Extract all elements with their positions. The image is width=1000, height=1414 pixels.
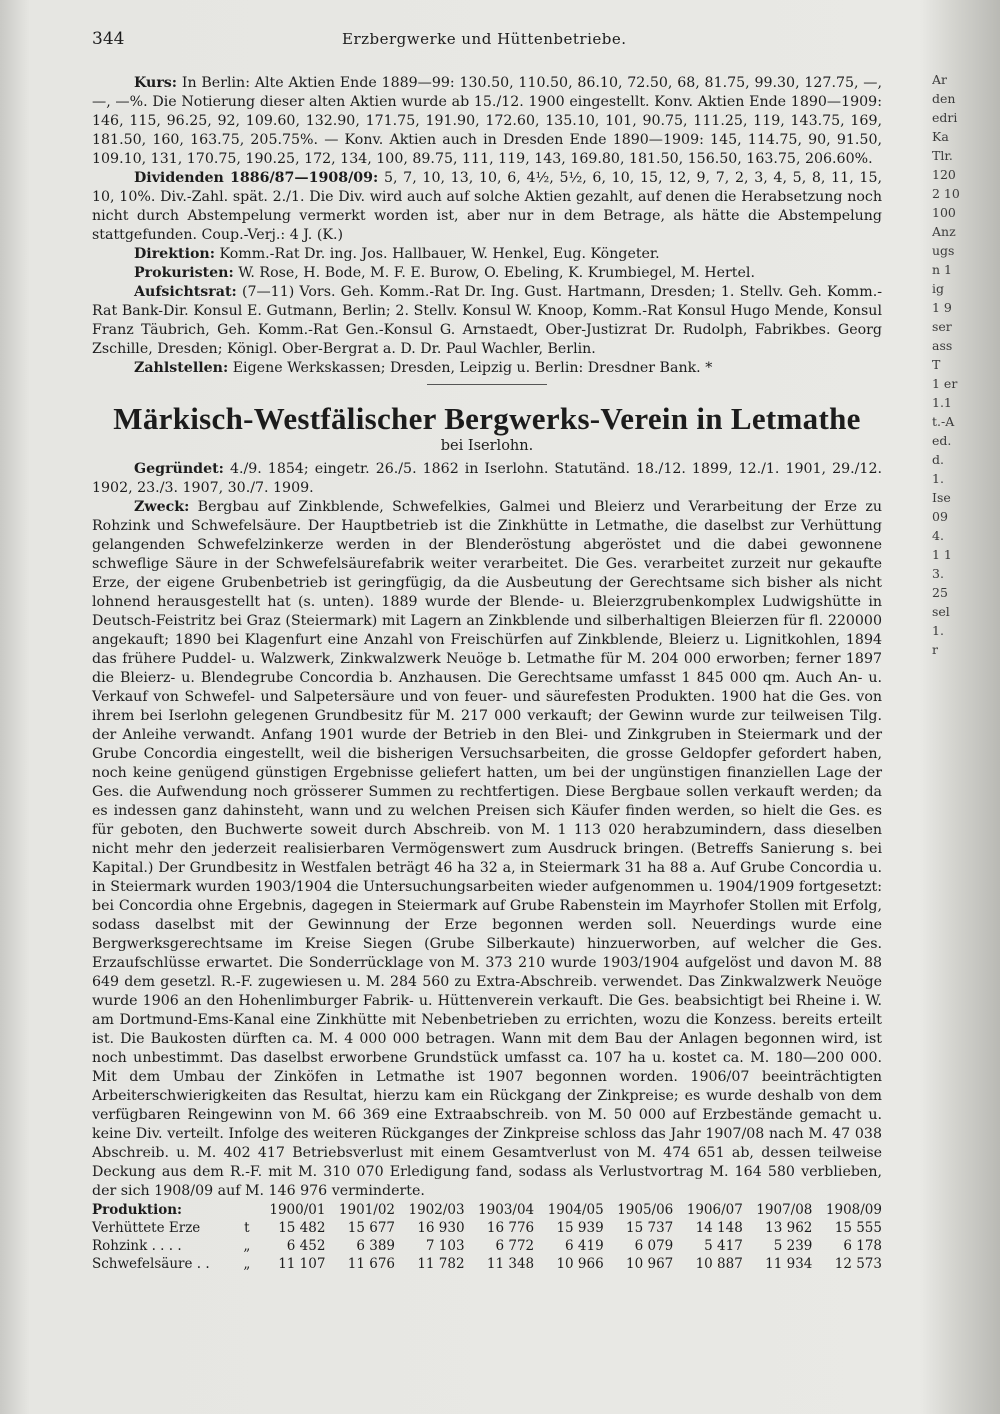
dividenden-text: 5, 7, 10, 13, 10, 6, 4½, 5½, 6, 10, 15, 12, 9, 7, 2, 3, 4, 5, 8, 11, 15, 10, 10%. Div.-Zahl. spät. 2./1. Die Div. wird auch auf solche Aktien gezahlt, auf denen die Herabsetzung noch nicht durch Abstempelung vermerkt worden ist, aber nur in dem Betrage, als hätte die Abstempelung stattgefunden. Coup.-Verj.: 4 J. (K.) bbox=[92, 170, 882, 243]
fragment-text: ugs bbox=[932, 243, 955, 258]
value-cell: 14 148 bbox=[695, 1220, 743, 1236]
value-cell: 15 677 bbox=[347, 1220, 396, 1236]
value-cell: 5 239 bbox=[773, 1238, 813, 1254]
fragment-text: t.-A bbox=[932, 414, 955, 429]
value-cell: 10 967 bbox=[626, 1256, 674, 1272]
row-unit: „ bbox=[243, 1256, 251, 1272]
fragment-text: 3. bbox=[932, 566, 944, 581]
value-cell: 11 107 bbox=[278, 1256, 326, 1272]
value-cell: 6 389 bbox=[356, 1238, 396, 1254]
fragment-text: 120 bbox=[932, 167, 956, 182]
direktion-label: Direktion: bbox=[134, 246, 215, 262]
fragment-text: 1.1 bbox=[932, 395, 952, 410]
year-cell: 1900/01 bbox=[269, 1202, 326, 1218]
value-cell: 11 782 bbox=[417, 1256, 465, 1272]
value-cell: 11 348 bbox=[486, 1256, 535, 1272]
running-title: Erzbergwerke und Hüttenbetriebe. bbox=[342, 30, 627, 48]
fragment-text: T bbox=[932, 357, 941, 372]
fragment-text: 09 bbox=[932, 509, 948, 524]
value-cell: 15 737 bbox=[626, 1220, 674, 1236]
produktion-label bbox=[92, 1201, 256, 1219]
value-cell: 6 178 bbox=[843, 1238, 882, 1254]
page-header bbox=[92, 30, 882, 56]
fragment-text: 25 bbox=[932, 585, 948, 600]
value-cell: 6 079 bbox=[634, 1238, 674, 1254]
fragment-text: ser bbox=[932, 319, 952, 334]
fragment-text: 1. bbox=[932, 471, 944, 486]
fragment-text: den bbox=[932, 91, 956, 106]
gegruendet-label: Gegründet: bbox=[134, 461, 224, 477]
aufsichtsrat-label: Aufsichtsrat: bbox=[134, 284, 237, 300]
fragment-text: 1 1 bbox=[932, 547, 952, 562]
year-cell: 1902/03 bbox=[408, 1202, 465, 1218]
year-cell: 1901/02 bbox=[338, 1202, 396, 1218]
fragment-text: 4. bbox=[932, 528, 944, 543]
row-unit: t bbox=[244, 1220, 250, 1236]
fragment-text: ed. bbox=[932, 433, 952, 448]
fragment-text: Anz bbox=[932, 224, 956, 239]
dividenden-paragraph bbox=[92, 169, 882, 245]
prokuristen-label: Prokuristen: bbox=[134, 265, 234, 281]
value-cell: 6 452 bbox=[286, 1238, 326, 1254]
direktion-text: Komm.-Rat Dr. ing. Jos. Hallbauer, W. Henkel, Eug. Köngeter. bbox=[219, 246, 660, 262]
company-location: bei Iserlohn. bbox=[440, 438, 534, 454]
value-cell: 16 776 bbox=[486, 1220, 535, 1236]
table-row bbox=[92, 1219, 882, 1237]
fragment-text: 1 er bbox=[932, 376, 958, 391]
fragment-text: 1 9 bbox=[932, 300, 952, 315]
value-cell: 11 676 bbox=[347, 1256, 396, 1272]
zweck-paragraph bbox=[92, 498, 882, 1201]
fragment-text: 100 bbox=[932, 205, 956, 220]
produktion-header-row bbox=[92, 1201, 882, 1219]
value-cell: 10 887 bbox=[695, 1256, 743, 1272]
produktion-label-text: Produktion: bbox=[92, 1202, 183, 1218]
fragment-text: n 1 bbox=[932, 262, 952, 277]
value-cell: 15 939 bbox=[556, 1220, 604, 1236]
company-title: Märkisch-Westfälischer Bergwerks-Verein in Letmathe bbox=[113, 401, 861, 436]
value-cell: 13 962 bbox=[765, 1220, 813, 1236]
value-cell: 6 772 bbox=[495, 1238, 535, 1254]
value-cell: 15 482 bbox=[278, 1220, 326, 1236]
fragment-text: Ar bbox=[932, 72, 948, 87]
fragment-text: r bbox=[932, 642, 938, 657]
value-cell: 15 555 bbox=[834, 1220, 882, 1236]
zahlstellen-text: Eigene Werkskassen; Dresden, Leipzig u. Berlin: Dresdner Bank. * bbox=[232, 360, 713, 376]
kurs-text: In Berlin: Alte Aktien Ende 1889—99: 130.50, 110.50, 86.10, 72.50, 68, 81.75, 99.30, 127.75, —, —, —%. Die Notierung dieser alten Aktien wurde ab 15./12. 1900 eingestellt. Konv. Aktien Ende 1890—1909: 146, 115, 96.25, 92, 109.60, 132.90, 171.75, 191.90, 172.60, 135.10, 101, 90.75, 111.25, 119, 143.75, 169, 181.50, 160, 163.75, 205.75%. — Konv. Aktien auch in Dresden Ende 1890—1909: 145, 114.75, 90, 91.50, 109.10, 131, 170.75, 190.25, 172, 134, 100, 89.75, 111, 119, 143, 169.80, 181.50, 156.50, 163.75, 206.60%. bbox=[92, 75, 882, 167]
page-number: 344 bbox=[92, 29, 125, 49]
prokuristen-paragraph bbox=[92, 264, 882, 283]
fragment-text: ig bbox=[932, 281, 944, 296]
zahlstellen-paragraph bbox=[92, 359, 882, 378]
year-cell: 1907/08 bbox=[756, 1202, 813, 1218]
row-label: Schwefelsäure . . bbox=[92, 1256, 210, 1272]
main-column bbox=[92, 30, 882, 1273]
zweck-text: Bergbau auf Zinkblende, Schwefelkies, Galmei und Bleierz und Verarbeitung der Erze zu Rohzink und Schwefelsäure. Der Hauptbetrieb ist die Zinkhütte in Letmathe, die daselbst zur Verhüttung gelangenden Schwefelzinkerze werden in der Blenderöstung abgeröstet und die dabei gewonnene schweflige Säure in der Schwefelsäurefabrik weiter verarbeitet. Die Ges. verarbeitet zurzeit nur gekaufte Erze, der eigene Grubenbetrieb ist geringfügig, da die Ausbeutung der Gerechtsame sich bisher als nicht lohnend herausgestellt hat (s. unten). 1889 wurde der Blende- u. Bleierzgrubenkomplex Ludwigshütte in Deutsch-Feistritz bei Graz (Steiermark) mit Lagern an Zinkblende und silberhaltigen Bleierzen für fl. 220000 angekauft; 1890 bei Klagenfurt eine Anzahl von Freischürfen auf Zinkblende, Bleierz u. Lignitkohlen, 1894 das frühere Puddel- u. Walzwerk, Zinkwalzwerk Neuöge b. Letmathe für M. 204 000 erworben; ferner 1897 die Bleierz- u. Blendegrube Concordia b. Anzhausen. Die Gerechtsame umfasst 1 845 000 qm. Auch An- u. Verkauf von Schwefel- und Salpetersäure und von feuer- und säurefesten Produkten. 1900 hat die Ges. von ihrem bei Iserlohn gelegenen Grundbesitz für M. 217 000 verkauft; der Gewinn wurde zur teilweisen Tilg. der Anleihe verwandt. Anfang 1901 wurde der Betrieb in den Blei- und Zinkgruben in Steiermark und der Grube Concordia eingestellt, weil die bisherigen Versuchsarbeiten, die grosse Geldopfer gefordert haben, noch keine genügend günstigen Ergebnisse geliefert hatten, um bei der ungünstigen finanziellen Lage der Ges. die Aufwendung noch grösserer Summen zu rechtfertigen. Diese Bergbaue sollen verkauft werden; da es indessen ganz dahinsteht, wann und zu welchen Preisen sich Käufer finden werden, so hielt die Ges. es für geboten, den Buchwerte soweit durch Abschreib. von M. 1 113 020 herabzumindern, dass dieselben nicht mehr den jederzeit realisierbaren Vermögenswert zum Ausdruck bringen. (Betreffs Sanierung s. bei Kapital.) Der Grundbesitz in Westfalen beträgt 46 ha 32 a, in Steiermark 31 ha 88 a. Auf Grube Concordia u. in Steiermark wurden 1903/1904 die Untersuchungsarbeiten wieder aufgenommen u. 1904/1909 fortgesetzt: bei Concordia ohne Ergebnis, dagegen in Steiermark auf Grube Rabenstein im Mayrhofer Stollen mit Erfolg, sodass daselbst mit der Gewinnung der Erze begonnen werden soll. Neuerdings wurde eine Bergwerksgerechtsame im Kreise Siegen (Grube Silberkaute) hinzuerworben, auf welcher die Ges. Erzaufschlüsse erwartet. Die Sonderrücklage von M. 373 210 wurde 1903/1904 aufgelöst und davon M. 88 649 dem gesetzl. R.-F. zugewiesen u. M. 284 560 zu Extra-Abschreib. verwendet. Das Zinkwalzwerk Neuöge wurde 1906 an den Hohenlimburger Fabrik- u. Hüttenverein verkauft. Die Ges. beabsichtigt bei Rheine i. W. am Dortmund-Ems-Kanal eine Zinkhütte mit Nebenbetrieben zu errichten, wozu die Konzess. bereits erteilt ist. Die Baukosten dürften ca. M. 4 000 000 betragen. Wann mit dem Bau der Anlagen begonnen wird, ist noch unbestimmt. Das daselbst erworbene Grundstück umfasst ca. 107 ha u. kostet ca. M. 180—200 000. Mit dem Umbau der Zinköfen in Letmathe ist 1907 begonnen worden. 1906/07 beeinträchtigten Arbeiterschwierigkeiten das Resultat, hierzu kam ein Rückgang der Zinkpreise; es wurde deshalb von dem verfügbaren Reingewinn von M. 66 369 eine Extraabschreib. von M. 50 000 auf Erzbestände gemacht u. keine Div. verteilt. Infolge des weiteren Rückganges der Zinkpreise schloss das Jahr 1907/08 nach M. 47 038 Abschreib. u. M. 402 417 Betriebsverlust mit einem Gesamtverlust von M. 474 651 ab, dessen teilweise Deckung aus dem R.-F. mit M. 310 070 Erledigung fand, sodass als Verlustvortrag M. 164 580 verblieben, der sich 1908/09 auf M. 146 976 verminderte. bbox=[92, 499, 882, 1199]
adjacent-page-fragments bbox=[932, 70, 1000, 659]
value-cell: 11 934 bbox=[765, 1256, 813, 1272]
year-cell: 1903/04 bbox=[478, 1202, 535, 1218]
zweck-label: Zweck: bbox=[134, 499, 190, 515]
year-cell: 1904/05 bbox=[547, 1202, 604, 1218]
value-cell: 7 103 bbox=[425, 1238, 465, 1254]
fragment-text: edri bbox=[932, 110, 958, 125]
fragment-text: Ise bbox=[932, 490, 951, 505]
fragment-text: sel bbox=[932, 604, 950, 619]
aufsichtsrat-text: (7—11) Vors. Geh. Komm.-Rat Dr. Ing. Gust. Hartmann, Dresden; 1. Stellv. Geh. Komm.-Rat Bank-Dir. Konsul E. Gutmann, Berlin; 2. Stellv. Konsul W. Knoop, Komm.-Rat Konsul Hugo Mende, Konsul Franz Täubrich, Geh. Komm.-Rat Gen.-Konsul G. Arnstaedt, Ober-Justizrat Dr. Rudolph, Fabrikbes. Georg Zschille, Dresden; Königl. Ober-Bergrat a. D. Dr. Paul Wachler, Berlin. bbox=[92, 284, 882, 357]
section-divider bbox=[427, 384, 547, 385]
gegruendet-paragraph bbox=[92, 460, 882, 498]
value-cell: 12 573 bbox=[834, 1256, 882, 1272]
row-label: Verhüttete Erze bbox=[92, 1220, 201, 1236]
table-row bbox=[92, 1255, 882, 1273]
row-label: Rohzink . . . . bbox=[92, 1238, 182, 1254]
fragment-text: d. bbox=[932, 452, 944, 467]
produktion-table bbox=[92, 1201, 882, 1273]
value-cell: 10 966 bbox=[556, 1256, 604, 1272]
fragment-text: 1. bbox=[932, 623, 944, 638]
aufsichtsrat-paragraph bbox=[92, 283, 882, 359]
fragment-text: 2 10 bbox=[932, 186, 960, 201]
prokuristen-text: W. Rose, H. Bode, M. F. E. Burow, O. Ebeling, K. Krumbiegel, M. Hertel. bbox=[238, 265, 755, 281]
year-cell: 1906/07 bbox=[686, 1202, 743, 1218]
dividenden-label: Dividenden 1886/87—1908/09: bbox=[134, 170, 379, 186]
zahlstellen-label: Zahlstellen: bbox=[134, 360, 229, 376]
gegruendet-text: 4./9. 1854; eingetr. 26./5. 1862 in Iserlohn. Statutänd. 18./12. 1899, 12./1. 1901, 29./12. 1902, 23./3. 1907, 30./7. 1909. bbox=[92, 461, 882, 496]
row-unit: „ bbox=[243, 1238, 251, 1254]
value-cell: 6 419 bbox=[565, 1238, 604, 1254]
fragment-text: Tlr. bbox=[932, 148, 953, 163]
fragment-text: Ka bbox=[932, 129, 949, 144]
value-cell: 16 930 bbox=[417, 1220, 465, 1236]
kurs-label: Kurs: bbox=[134, 75, 178, 91]
table-row bbox=[92, 1237, 882, 1255]
year-cell: 1905/06 bbox=[617, 1202, 674, 1218]
kurs-paragraph bbox=[92, 74, 882, 169]
direktion-paragraph bbox=[92, 245, 882, 264]
fragment-text: ass bbox=[932, 338, 953, 353]
year-cell: 1908/09 bbox=[825, 1202, 882, 1218]
value-cell: 5 417 bbox=[704, 1238, 743, 1254]
